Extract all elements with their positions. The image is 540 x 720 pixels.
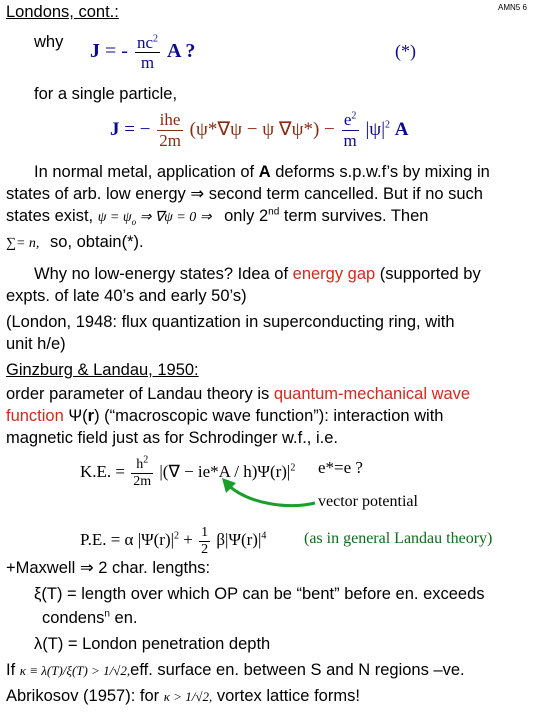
kappa-condition: κ ≡ λ(T)/ξ(T) > 1/√2, xyxy=(19,663,131,678)
lengths-l3-sup: n xyxy=(104,608,110,620)
eq1-denominator: m xyxy=(140,52,155,72)
eq1-lhs: J xyxy=(90,40,100,62)
para1-line4 xyxy=(6,232,144,254)
pe-lhs: P.E. = xyxy=(80,530,125,549)
eq2-fraction-2 xyxy=(342,110,359,151)
vector-potential-label: vector potential xyxy=(318,493,418,510)
eq2-f2-num: e xyxy=(343,110,352,130)
pe-f-num: 1 xyxy=(201,524,209,540)
lengths-l5b: eff. surface en. between S and N regions –ve. xyxy=(130,661,465,679)
ke-num-sup: 2 xyxy=(143,453,149,465)
gl-l2a-highlight: function xyxy=(6,407,64,425)
lengths-line3 xyxy=(42,608,137,628)
pe-a-sup: 2 xyxy=(174,530,180,542)
para1-line1 xyxy=(34,162,490,182)
kappa-condition-2: κ > 1/√2, xyxy=(163,689,213,704)
gl-line2 xyxy=(6,406,443,426)
eq2-f2-num-sup: 2 xyxy=(351,110,357,122)
eq2-abs: |ψ| xyxy=(365,119,386,140)
lengths-l6a: Abrikosov (1957): for xyxy=(6,687,160,705)
slide-id: AMN5 6 xyxy=(498,3,527,12)
ke-body: |(∇ − ie*A / h)Ψ(r)| xyxy=(159,462,291,481)
lengths-l6b: vortex lattice forms! xyxy=(216,687,360,705)
eq1-tag: (*) xyxy=(395,41,416,61)
para1-l4-math: ∑= n, xyxy=(6,236,40,251)
eq2-minus: − xyxy=(324,119,335,140)
para1-l3-sup: nd xyxy=(268,206,280,218)
eq1-numerator-sup: 2 xyxy=(153,33,158,45)
eq1-rhs: A ? xyxy=(167,40,196,62)
gl-psi: Ψ( xyxy=(63,407,88,425)
para1-line2: states of arb. low energy ⇒ second term cancelled. But if no such xyxy=(6,185,483,203)
eq1-equals: = - xyxy=(105,40,128,62)
para1-l1b: A xyxy=(258,163,271,181)
eq2-equals: = − xyxy=(124,119,151,140)
para2-line1 xyxy=(34,264,481,284)
gl-psi-close: ) xyxy=(94,407,100,425)
para2-line3: (London, 1948: flux quantization in superconducting ring, with xyxy=(6,313,455,331)
gl-line1 xyxy=(6,384,470,404)
equation-london xyxy=(90,28,195,74)
eq2-lhs: J xyxy=(110,119,120,140)
eq2-f1-den: 2m xyxy=(159,131,181,151)
eq2-paren: (ψ*∇ψ − ψ ∇ψ*) xyxy=(189,119,320,140)
eq2-A: A xyxy=(394,119,409,140)
energy-gap-highlight: energy gap xyxy=(292,265,376,283)
para1-l3a: states exist, xyxy=(6,207,94,225)
pe-fraction xyxy=(199,525,210,558)
para1-l3c: term survives. Then xyxy=(279,207,429,225)
para1-l3-math-sub: o xyxy=(131,216,137,227)
eq2-fraction-1 xyxy=(157,110,183,151)
para2-l1c: (supported by xyxy=(375,265,481,283)
pe-b-sup: 4 xyxy=(261,530,267,542)
pe-f-den: 2 xyxy=(201,541,209,557)
vector-potential-arrow xyxy=(210,475,330,515)
lengths-l5a: If xyxy=(6,661,16,679)
slide-title: Londons, cont.: xyxy=(6,3,119,21)
lengths-line1: +Maxwell ⇒ 2 char. lengths: xyxy=(6,559,211,577)
gl-l1b-highlight: quantum-mechanical wave xyxy=(273,385,471,403)
gl-l1a: order parameter of Landau theory is xyxy=(6,385,274,403)
lengths-l3a: condens xyxy=(42,609,105,627)
para1-l3-math: ψ = ψ xyxy=(97,210,132,225)
eq1-numerator: nc xyxy=(136,32,153,52)
ke-sup: 2 xyxy=(290,462,296,474)
ke-den: 2m xyxy=(133,473,152,489)
para2-line2: expts. of late 40’s and early 50’s) xyxy=(6,287,247,305)
pe-b: β|Ψ(r)| xyxy=(216,530,262,549)
para1-l3b: only 2 xyxy=(224,207,269,225)
eq2-f1-num: ihe xyxy=(157,110,183,131)
pe-note: (as in general Landau theory) xyxy=(304,530,493,547)
para1-l3-math2: ⇒ ∇ψ = 0 ⇒ xyxy=(139,210,212,225)
lengths-line6 xyxy=(6,686,360,707)
pe-a: α |Ψ(r)| xyxy=(124,530,175,549)
gl-r: r xyxy=(87,407,95,425)
gl-l2b: (“macroscopic wave function”): interaction with xyxy=(99,407,444,425)
ke-lhs: K.E. = xyxy=(80,462,125,481)
pe-equation xyxy=(80,516,266,564)
pe-plus: + xyxy=(183,530,193,549)
lengths-line4: λ(T) = London penetration depth xyxy=(34,635,271,653)
ke-fraction xyxy=(131,453,153,490)
lengths-line2: ξ(T) = length over which OP can be “bent” before en. exceeds xyxy=(34,585,485,603)
lengths-l3b: en. xyxy=(109,609,138,627)
equation-current xyxy=(110,105,409,155)
eq2-f2-den: m xyxy=(343,131,357,151)
ke-num: h xyxy=(136,456,144,472)
why-label: why xyxy=(34,33,64,51)
single-particle-text: for a single particle, xyxy=(34,85,178,103)
para2-l1a: Why no low-energy states? Idea of xyxy=(34,265,293,283)
gl-line3: magnetic field just as for Schrodinger w.f., i.e. xyxy=(6,429,338,447)
para1-l1c: deforms s.p.w.f’s by mixing in xyxy=(270,163,490,181)
para1-l1a: In normal metal, application of xyxy=(34,163,259,181)
gl-heading: Ginzburg & Landau, 1950: xyxy=(6,361,199,379)
lengths-line5 xyxy=(6,660,465,681)
para2-line4: unit h/e) xyxy=(6,335,66,353)
para1-line3 xyxy=(6,206,428,232)
ke-note: e*=e ? xyxy=(318,458,363,477)
eq1-fraction xyxy=(135,33,160,72)
eq2-abs-sup: 2 xyxy=(385,119,391,131)
para1-l4: so, obtain(*). xyxy=(50,233,144,251)
